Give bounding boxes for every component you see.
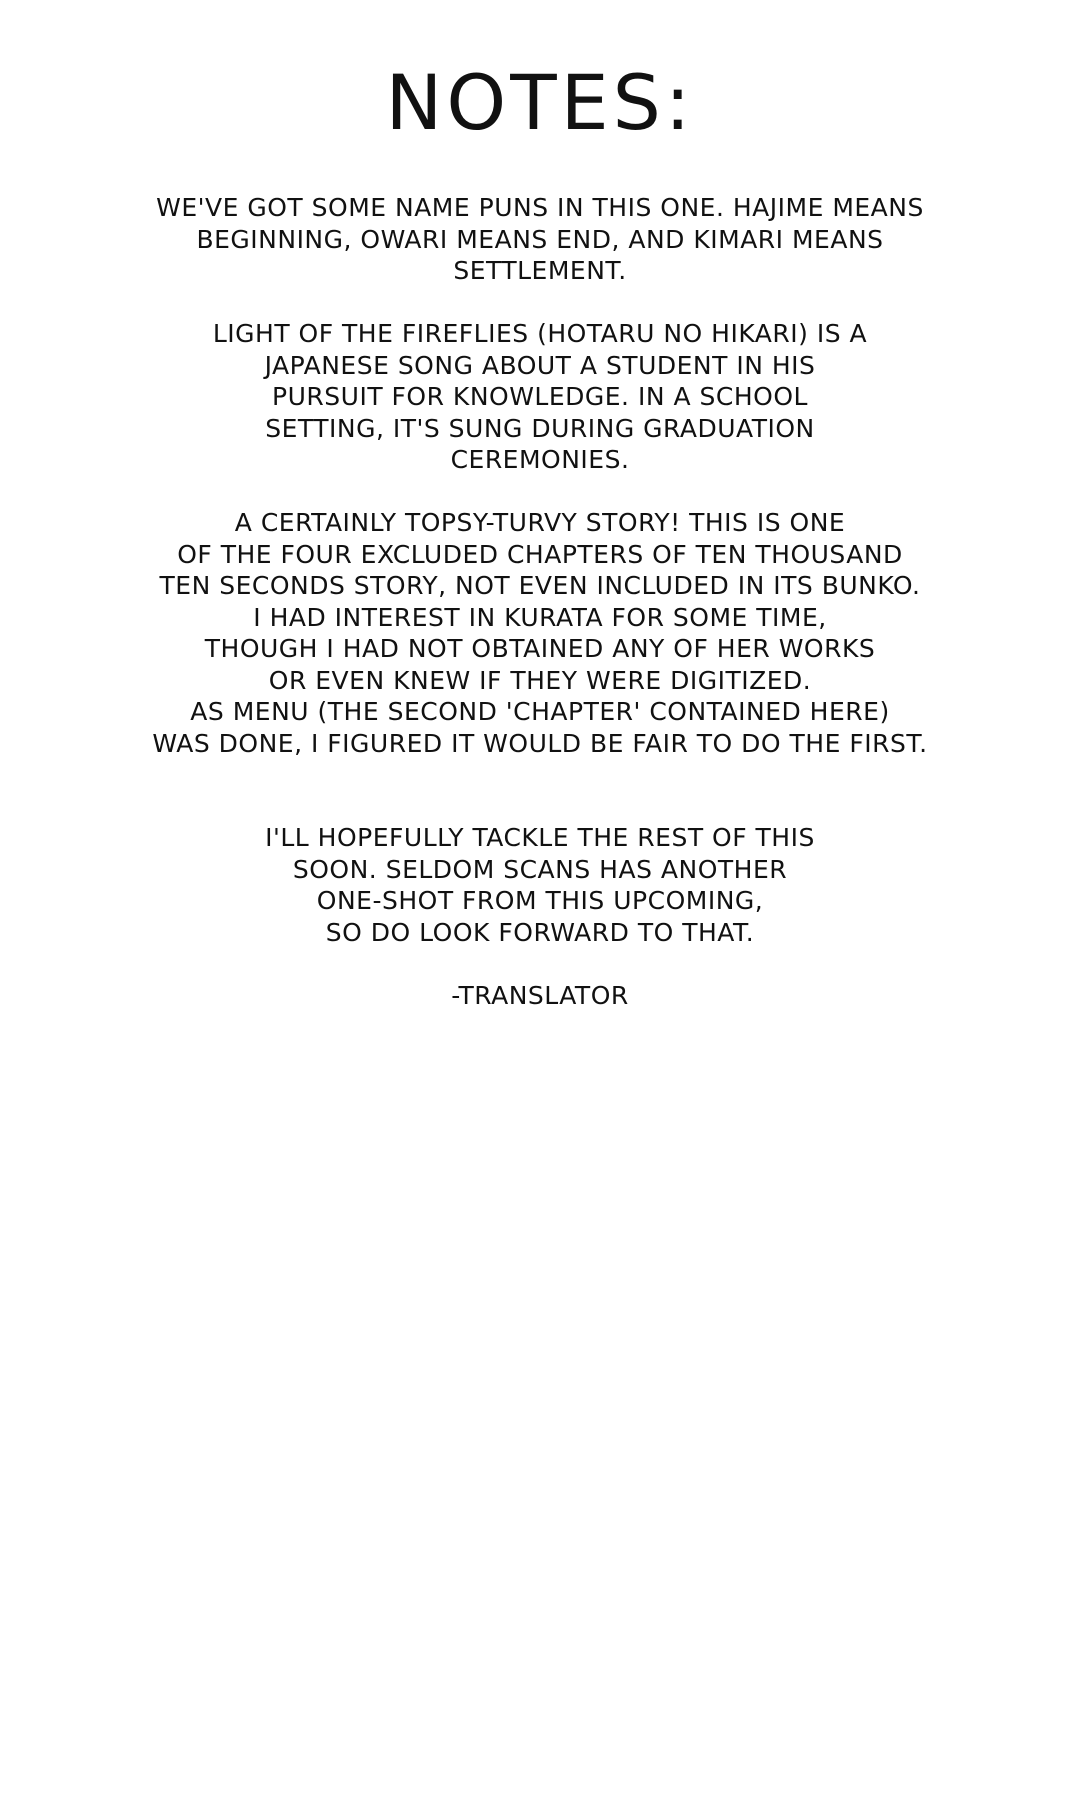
- signature-text: -TRANSLATOR: [451, 981, 629, 1010]
- text-line: LIGHT OF THE FIREFLIES (HOTARU NO HIKARI) IS A: [212, 319, 868, 348]
- text-line: SETTLEMENT.: [453, 256, 627, 285]
- paragraph-upcoming: [0, 822, 1080, 948]
- text-line: JAPANESE SONG ABOUT A STUDENT IN HIS: [264, 350, 816, 380]
- text-line: OF THE FOUR EXCLUDED CHAPTERS OF TEN THOUSAND: [177, 539, 903, 569]
- text-line: WE'VE GOT SOME NAME PUNS IN THIS ONE. HAJIME MEANS: [156, 193, 924, 222]
- paragraph-story-context: [0, 507, 1080, 759]
- text-line: PURSUIT FOR KNOWLEDGE. IN A SCHOOL: [272, 382, 808, 411]
- text-line: THOUGH I HAD NOT OBTAINED ANY OF HER WORKS: [204, 634, 876, 663]
- text-line: ONE-SHOT FROM THIS UPCOMING,: [316, 886, 764, 915]
- text-line: CEREMONIES.: [450, 445, 630, 474]
- text-line: SETTING, IT'S SUNG DURING GRADUATION: [265, 413, 815, 443]
- text-line: AS MENU (THE SECOND 'CHAPTER' CONTAINED HERE): [190, 697, 890, 726]
- paragraph-fireflies-song: [0, 318, 1080, 476]
- text-line: I'LL HOPEFULLY TACKLE THE REST OF THIS: [265, 823, 815, 852]
- paragraph-name-puns: [0, 192, 1080, 287]
- text-line: WAS DONE, I FIGURED IT WOULD BE FAIR TO DO THE FIRST.: [152, 728, 928, 758]
- text-line: TEN SECONDS STORY, NOT EVEN INCLUDED IN ITS BUNKO.: [159, 571, 921, 600]
- text-line: SO DO LOOK FORWARD TO THAT.: [325, 917, 755, 947]
- text-line: A CERTAINLY TOPSY-TURVY STORY! THIS IS ONE: [234, 508, 846, 537]
- text-line: I HAD INTEREST IN KURATA FOR SOME TIME,: [253, 602, 827, 632]
- text-line: BEGINNING, OWARI MEANS END, AND KIMARI MEANS: [196, 224, 884, 254]
- page-title: NOTES:: [385, 58, 695, 147]
- text-line: OR EVEN KNEW IF THEY WERE DIGITIZED.: [268, 665, 812, 695]
- signature: [0, 980, 1080, 1012]
- text-line: SOON. SELDOM SCANS HAS ANOTHER: [292, 854, 788, 884]
